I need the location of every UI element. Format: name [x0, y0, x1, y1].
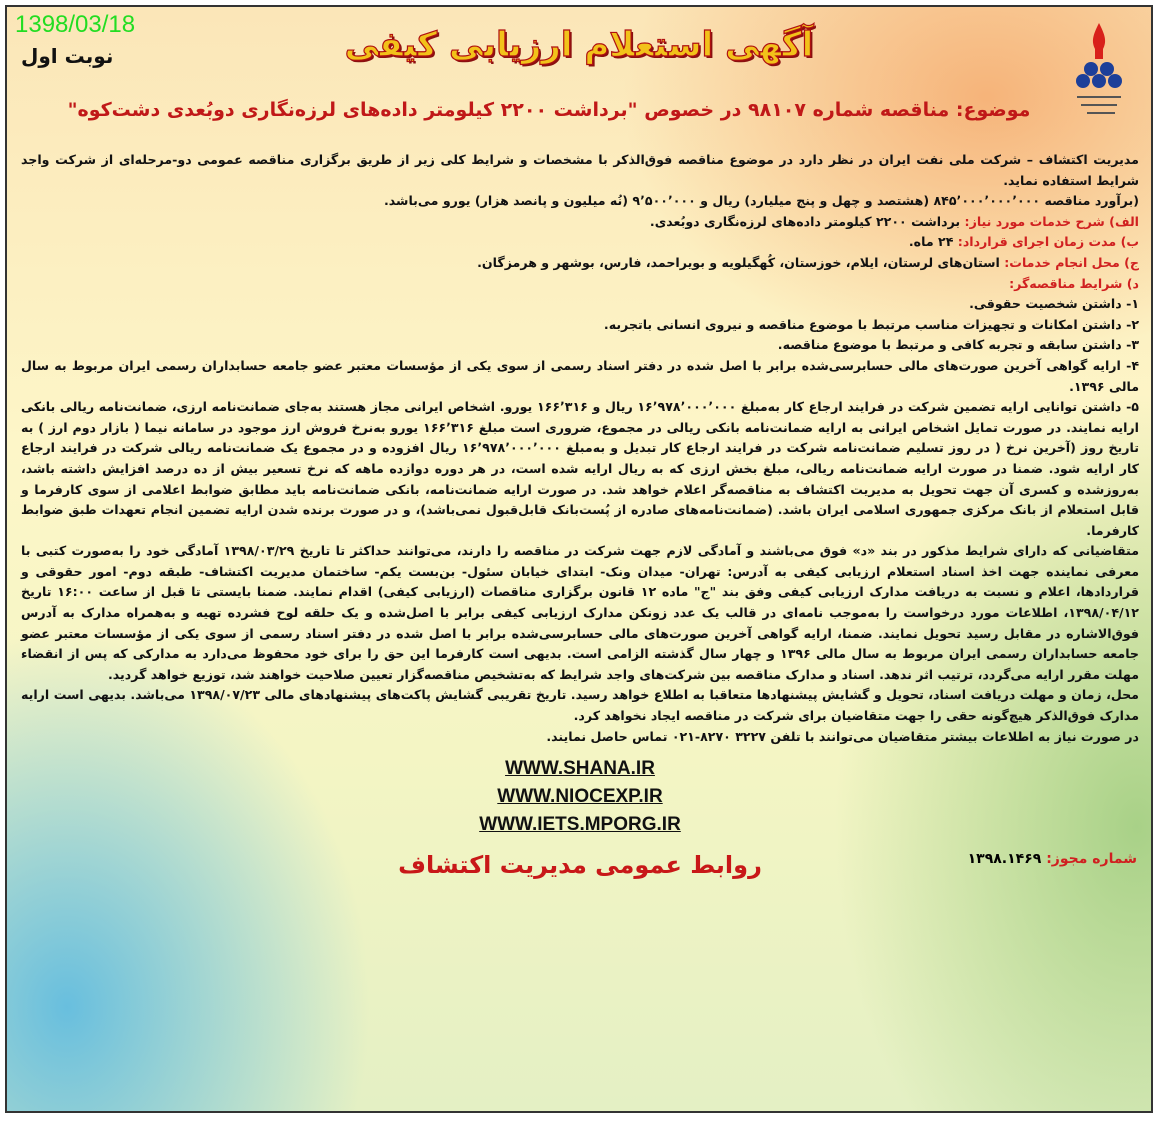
notice-subject: موضوع: مناقصه شماره ۹۸۱۰۷ در خصوص "برداشت ۲۲۰۰ کیلومتر داده‌های لرزه‌نگاری دوبُعدی دشت‌کوه"	[67, 99, 1031, 121]
link-shana[interactable]: WWW.SHANA.IR	[505, 758, 655, 780]
contact-info: در صورت نیاز به اطلاعات بیشتر متقاضیان می‌توانند با تلفن ۳۲۲۷ ۸۲۷۰-۰۲۱ تماس حاصل نمایند.	[546, 728, 1139, 744]
condition-item: ۵- داشتن توانایی ارایه تضمین شرکت در فرایند ارجاع کار به‌مبلغ ۱۶٬۹۷۸٬۰۰۰٬۰۰۰ ریال و ۱۶۶٬۳۱۶ یورو. اشخاص ایرانی مجاز هستند به‌جای ضمانت‌نامه ارزی، ضمانت‌نامه ریالی بانکی ارایه نمایند. در صورت تمایل اشخاص ایرانی به ارایه ضمانت‌نامه بانکی ریالی در مجموع، ضروری است مبلغ ۱۶۶٬۳۱۶ یورو به‌نرخ فروش ارز موجود در سامانه نیما ( بازار دوم ارز ) به تاریخ روز (آخرین نرخ ( در روز تسلیم ضمانت‌نامه شرکت در فرایند ارجاع کار تبدیل و به‌مبلغ ۱۶٬۹۷۸٬۰۰۰٬۰۰۰ ریال افزوده و در مجموع یک ضمانت‌نامه ریالی شرکت در فرایند ارجاع کار ارایه شود. ضمنا در صورت ارایه ضمانت‌نامه ریالی، مبلغ بخش ارزی که به ریال ارایه شده است، در هر دوره دوازده ماهه که نرخ تسعیر بیش از ده درصد افزایش داشته باشد، به‌روزشده و کسری آن جهت تحویل به مدیریت اکتشاف به مناقصه‌گر اعلام خواهد شد. در صورت ارایه ضمانت‌نامه، بانکی ضمانت‌نامه باید مطابق ضوابط اعلامی از سوی کارفرما و قابل استعلام از بانک مرکزی جمهوری اسلامی ایران باشد. (ضمانت‌نامه‌های صادره از پُست‌بانک قابل‌قبول نمی‌باشد)، و در صورت برنده شدن ارایه تضمین انجام تعهدات طبق ضوابط کارفرما.	[21, 399, 1140, 538]
date-stamp: 1398/03/18	[15, 11, 136, 38]
section-a	[21, 212, 1139, 233]
notice-footer	[21, 845, 1139, 885]
permit-number	[968, 849, 1137, 869]
section-label: ب) مدت زمان اجرای قرارداد:	[957, 234, 1139, 250]
nioc-logo	[1069, 21, 1129, 121]
condition-item: ۲- داشتن امکانات و تجهیزات مناسب مرتبط با موضوع مناقصه و نیروی انسانی باتجربه.	[603, 316, 1139, 332]
intro-text: مدیریت اکتشاف – شرکت ملی نفت ایران در نظر دارد در موضوع مناقصه فوق‌الذکر با مشخصات و شرایط کلی زیر از طریق برگزاری مناقصه عمومی دو-مرحله‌ای از شرکت واجد شرایط استفاده نماید.	[21, 152, 1139, 188]
notice-body	[21, 150, 1139, 747]
section-b	[21, 232, 1139, 253]
section-text: استان‌های لرستان، ایلام، خوزستان، کُهگیلویه و بویراحمد، فارس، بوشهر و هرمزگان.	[477, 254, 1005, 270]
section-text: ۲۴ ماه.	[908, 234, 958, 250]
permit-value: ۱۳۹۸.۱۴۶۹	[967, 851, 1047, 868]
section-c	[21, 253, 1139, 274]
section-text: برداشت ۲۲۰۰ کیلومتر داده‌های لرزه‌نگاری دوبُعدی.	[649, 213, 965, 229]
section-d	[21, 274, 1139, 295]
section-label: د) شرایط مناقصه‌گر:	[1009, 275, 1139, 291]
link-niocexp[interactable]: WWW.NIOCEXP.IR	[497, 786, 663, 808]
condition-item: ۴- ارایه گواهی آخرین صورت‌های مالی حسابرسی‌شده برابر با اصل شده در دفتر اسناد رسمی از سوی یکی از مؤسسات معتبر عضو جامعه حسابداران رسمی ایران مربوط به سال مالی ۱۳۹۶.	[21, 357, 1139, 394]
condition-item: ۱- داشتن شخصیت حقوقی.	[969, 296, 1139, 312]
link-iets[interactable]: WWW.IETS.MPORG.IR	[479, 814, 681, 836]
applicant-instructions: متقاضیانی که دارای شرایط مذکور در بند «د» فوق می‌باشند و آمادگی لازم جهت شرکت در مناقصه را دارند، می‌توانند حداکثر تا تاریخ ۱۳۹۸/۰۳/۲۹ آمادگی خود را به‌صورت کتبی با معرفی نماینده جهت اخذ اسناد استعلام ارزیابی کیفی به آدرس: تهران- میدان ونک- ابتدای خیابان سئول- بن‌بست یکم- ساختمان مدیریت اکتشاف- طبقه دوم- امور حقوقی و قراردادها، اعلام و نسبت به دریافت مدارک ارزیابی کیفی وفق بند "ج" ماده ۱۲ قانون برگزاری مناقصات (ارزیابی کیفی) اقدام نمایند. ضمنا بایستی تا قبل از ساعت ۱۶:۰۰ تاریخ ۱۳۹۸/۰۴/۱۲، اطلاعات مورد درخواست را به‌موجب نامه‌ای در قالب یک عدد زونکن مدارک ارزیابی کیفی برابر با اصل‌شده و یک حلقه لوح فشرده تهیه و به‌همراه مدارک به آدرس فوق‌الاشاره در مقابل رسید تحویل نمایند. ضمنا، ارایه گواهی آخرین صورت‌های مالی حسابرسی‌شده برابر با اصل شده در دفتر اسناد رسمی از سوی یکی از مؤسسات معتبر عضو جامعه حسابداران رسمی ایران مربوط به سال مالی ۱۳۹۶ و چهار سال گذشته الزامی است. بدیهی است کارفرما این حق را برای خود محفوظ می‌دارد به مدارکی که پس از انقضاء مهلت مقرر ارایه می‌گردد، ترتیب اثر ندهد. اسناد و مدارک مناقصه بین شرکت‌های واجد شرایط که به‌تشخیص مناقصه‌گزار تعیین صلاحیت خواهند شد، توزیع خواهد گردید.	[21, 543, 1140, 682]
notice-content	[7, 7, 1151, 895]
section-label: ج) محل انجام خدمات:	[1004, 254, 1139, 270]
permit-label: شماره مجوز:	[1046, 851, 1137, 868]
estimate-text: (برآورد مناقصه ۸۴۵٬۰۰۰٬۰۰۰٬۰۰۰ (هشتصد و چهل و پنج میلیارد) ریال و ۹٬۵۰۰٬۰۰۰ (نُه میلیون و پانصد هزار) یورو می‌باشد.	[384, 193, 1139, 209]
signature: روابط عمومی مدیریت اکتشاف	[398, 851, 762, 880]
condition-item: ۳- داشتن سابقه و تجربه کافی و مرتبط با موضوع مناقصه.	[777, 337, 1139, 353]
notice-title: آگهی استعلام ارزیابی کیفی	[344, 25, 814, 65]
opening-info: محل، زمان و مهلت دریافت اسناد، تحویل و گشایش پیشنهادها متعاقبا به اطلاع خواهد رسید. تاریخ تقریبی گشایش پاکت‌های پیشنهادهای مالی ۱۳۹۸/۰۷/۲۳ می‌باشد. بدیهی است ارایه مدارک فوق‌الذکر هیچ‌گونه حقی را جهت متقاضیان برای شرکت در مناقصه ایجاد نخواهد کرد.	[21, 687, 1139, 724]
round-label: نوبت اول	[21, 44, 114, 68]
website-links	[21, 755, 1139, 839]
section-label: الف) شرح خدمات مورد نیاز:	[964, 213, 1139, 229]
tender-notice	[5, 5, 1153, 1113]
